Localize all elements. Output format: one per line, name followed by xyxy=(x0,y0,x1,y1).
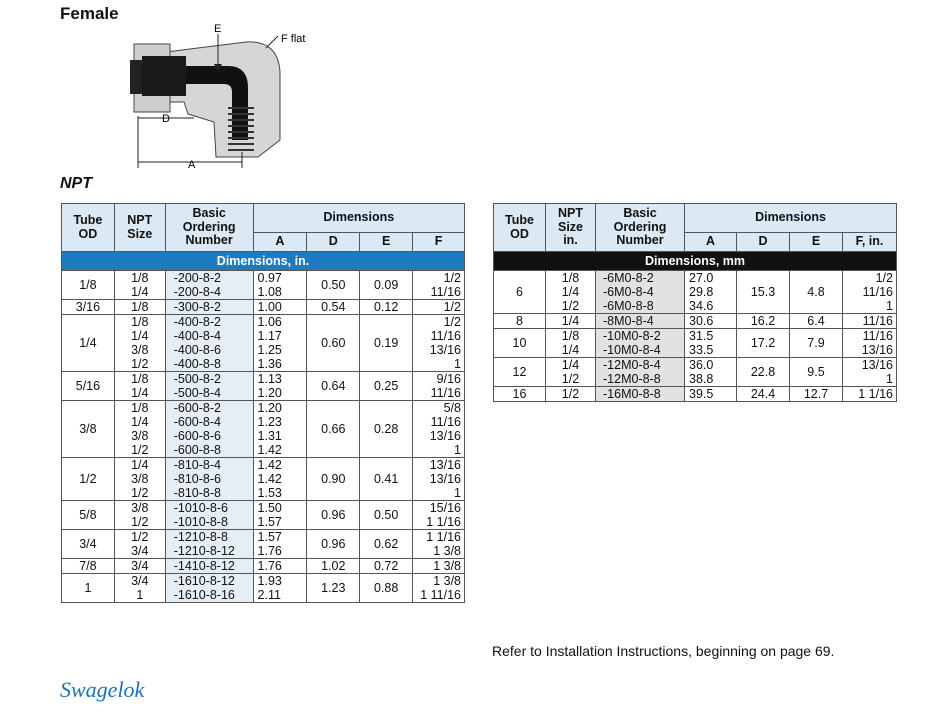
cell-f: 5/8 11/16 13/16 1 xyxy=(413,401,465,458)
table-row xyxy=(62,300,465,315)
table-row xyxy=(494,314,897,329)
cell-d: 0.64 xyxy=(307,372,360,401)
mm-dimensions-table xyxy=(493,203,897,402)
cell-a: 36.0 38.8 xyxy=(685,358,737,387)
cell-e: 0.72 xyxy=(360,559,413,574)
table-row xyxy=(62,501,465,530)
header-dimensions: Dimensions xyxy=(685,204,897,233)
table-row xyxy=(494,387,897,402)
cell-e: 0.62 xyxy=(360,530,413,559)
header-tube-od: Tube OD xyxy=(494,204,546,252)
cell-tube-od: 12 xyxy=(494,358,546,387)
diagram-label-a: A xyxy=(188,159,196,170)
cell-ordering-number: -1410-8-12 xyxy=(165,559,253,574)
cell-tube-od: 7/8 xyxy=(62,559,115,574)
cell-a: 1.57 1.76 xyxy=(253,530,307,559)
cell-a: 31.5 33.5 xyxy=(685,329,737,358)
cell-tube-od: 3/8 xyxy=(62,401,115,458)
cell-tube-od: 1 xyxy=(62,574,115,603)
cell-e: 12.7 xyxy=(790,387,843,402)
installation-note: Refer to Installation Instructions, beginning on page 69. xyxy=(492,643,835,659)
cell-a: 1.50 1.57 xyxy=(253,501,307,530)
header-d: D xyxy=(737,233,790,252)
cell-f: 13/16 13/16 1 xyxy=(413,458,465,501)
cell-f: 1 3/8 1 11/16 xyxy=(413,574,465,603)
diagram-label-e: E xyxy=(214,23,222,35)
cell-tube-od: 3/4 xyxy=(62,530,115,559)
cell-npt-size: 1/8 xyxy=(114,300,165,315)
cell-e: 9.5 xyxy=(790,358,843,387)
cell-f: 1 3/8 xyxy=(413,559,465,574)
header-dimensions: Dimensions xyxy=(253,204,464,233)
header-ordering-number: Basic Ordering Number xyxy=(165,204,253,252)
cell-tube-od: 16 xyxy=(494,387,546,402)
cell-d: 17.2 xyxy=(737,329,790,358)
cell-d: 0.96 xyxy=(307,530,360,559)
cell-a: 1.00 xyxy=(253,300,307,315)
cell-e: 0.12 xyxy=(360,300,413,315)
cell-a: 1.76 xyxy=(253,559,307,574)
cell-ordering-number: -300-8-2 xyxy=(165,300,253,315)
cell-npt-size: 1/2 xyxy=(546,387,596,402)
npt-subtitle: NPT xyxy=(60,175,92,192)
cell-ordering-number: -8M0-8-4 xyxy=(596,314,685,329)
cell-ordering-number: -400-8-2 -400-8-4 -400-8-6 -400-8-8 xyxy=(165,315,253,372)
cell-tube-od: 6 xyxy=(494,271,546,314)
cell-tube-od: 8 xyxy=(494,314,546,329)
header-a: A xyxy=(253,233,307,252)
cell-ordering-number: -600-8-2 -600-8-4 -600-8-6 -600-8-8 xyxy=(165,401,253,458)
cell-d: 1.23 xyxy=(307,574,360,603)
cell-e: 0.25 xyxy=(360,372,413,401)
table-row xyxy=(62,559,465,574)
cell-tube-od: 1/4 xyxy=(62,315,115,372)
fitting-diagram-icon xyxy=(128,22,308,170)
cell-npt-size: 3/4 xyxy=(114,559,165,574)
table-row xyxy=(62,315,465,372)
cell-ordering-number: -1610-8-12 -1610-8-16 xyxy=(165,574,253,603)
header-d: D xyxy=(307,233,360,252)
table-row xyxy=(62,574,465,603)
cell-ordering-number: -10M0-8-2 -10M0-8-4 xyxy=(596,329,685,358)
cell-tube-od: 1/8 xyxy=(62,271,115,300)
table-row xyxy=(62,401,465,458)
cell-f: 13/16 1 xyxy=(843,358,897,387)
cell-npt-size: 1/8 1/4 3/8 1/2 xyxy=(114,401,165,458)
cell-d: 24.4 xyxy=(737,387,790,402)
unit-label: Dimensions, mm xyxy=(494,252,897,271)
header-tube-od: Tube OD xyxy=(62,204,115,252)
cell-f: 1 1/16 xyxy=(843,387,897,402)
cell-d: 22.8 xyxy=(737,358,790,387)
inch-dimensions-table xyxy=(61,203,465,603)
cell-d: 0.54 xyxy=(307,300,360,315)
cell-e: 0.19 xyxy=(360,315,413,372)
unit-label: Dimensions, in. xyxy=(62,252,465,271)
diagram-label-d: D xyxy=(162,113,170,125)
cell-ordering-number: -16M0-8-8 xyxy=(596,387,685,402)
table-row xyxy=(494,329,897,358)
cell-npt-size: 1/8 1/4 xyxy=(114,271,165,300)
cell-ordering-number: -200-8-2 -200-8-4 xyxy=(165,271,253,300)
header-ordering-number: Basic Ordering Number xyxy=(596,204,685,252)
cell-tube-od: 3/16 xyxy=(62,300,115,315)
cell-d: 16.2 xyxy=(737,314,790,329)
cell-f: 11/16 xyxy=(843,314,897,329)
cell-ordering-number: -810-8-4 -810-8-6 -810-8-8 xyxy=(165,458,253,501)
cell-f: 15/16 1 1/16 xyxy=(413,501,465,530)
cell-tube-od: 5/8 xyxy=(62,501,115,530)
table-row xyxy=(62,372,465,401)
cell-d: 1.02 xyxy=(307,559,360,574)
cell-d: 0.60 xyxy=(307,315,360,372)
cell-npt-size: 1/8 1/4 1/2 xyxy=(546,271,596,314)
cell-tube-od: 10 xyxy=(494,329,546,358)
cell-d: 0.90 xyxy=(307,458,360,501)
cell-a: 30.6 xyxy=(685,314,737,329)
header-e: E xyxy=(360,233,413,252)
cell-npt-size: 1/8 1/4 xyxy=(546,329,596,358)
cell-npt-size: 3/4 1 xyxy=(114,574,165,603)
cell-ordering-number: -12M0-8-4 -12M0-8-8 xyxy=(596,358,685,387)
cell-a: 1.20 1.23 1.31 1.42 xyxy=(253,401,307,458)
cell-ordering-number: -500-8-2 -500-8-4 xyxy=(165,372,253,401)
table-row xyxy=(62,458,465,501)
cell-e: 0.09 xyxy=(360,271,413,300)
cell-a: 0.97 1.08 xyxy=(253,271,307,300)
header-e: E xyxy=(790,233,843,252)
cell-a: 1.42 1.42 1.53 xyxy=(253,458,307,501)
cell-e: 0.28 xyxy=(360,401,413,458)
cell-e: 0.41 xyxy=(360,458,413,501)
cell-d: 0.66 xyxy=(307,401,360,458)
cell-npt-size: 1/8 1/4 xyxy=(114,372,165,401)
swagelok-logo xyxy=(60,675,170,707)
cell-f: 1 1/16 1 3/8 xyxy=(413,530,465,559)
cell-npt-size: 1/2 3/4 xyxy=(114,530,165,559)
cell-d: 0.50 xyxy=(307,271,360,300)
cell-e: 7.9 xyxy=(790,329,843,358)
cell-f: 11/16 13/16 xyxy=(843,329,897,358)
cell-f: 1/2 11/16 1 xyxy=(843,271,897,314)
cell-ordering-number: -6M0-8-2 -6M0-8-4 -6M0-8-8 xyxy=(596,271,685,314)
cell-a: 1.93 2.11 xyxy=(253,574,307,603)
cell-e: 0.88 xyxy=(360,574,413,603)
header-npt-size: NPT Size in. xyxy=(546,204,596,252)
header-npt-size: NPT Size xyxy=(114,204,165,252)
cell-e: 6.4 xyxy=(790,314,843,329)
table-row xyxy=(62,271,465,300)
cell-npt-size: 1/4 1/2 xyxy=(546,358,596,387)
cell-f: 9/16 11/16 xyxy=(413,372,465,401)
cell-tube-od: 5/16 xyxy=(62,372,115,401)
cell-tube-od: 1/2 xyxy=(62,458,115,501)
cell-npt-size: 1/8 1/4 3/8 1/2 xyxy=(114,315,165,372)
cell-npt-size: 3/8 1/2 xyxy=(114,501,165,530)
cell-a: 27.0 29.8 34.6 xyxy=(685,271,737,314)
cell-npt-size: 1/4 3/8 1/2 xyxy=(114,458,165,501)
table-row xyxy=(494,358,897,387)
section-title: Female xyxy=(60,4,119,23)
cell-ordering-number: -1210-8-8 -1210-8-12 xyxy=(165,530,253,559)
cell-a: 1.13 1.20 xyxy=(253,372,307,401)
cell-d: 0.96 xyxy=(307,501,360,530)
cell-npt-size: 1/4 xyxy=(546,314,596,329)
header-a: A xyxy=(685,233,737,252)
header-f: F xyxy=(413,233,465,252)
cell-e: 4.8 xyxy=(790,271,843,314)
logo-text: Swagelok xyxy=(60,677,145,702)
cell-f: 1/2 xyxy=(413,300,465,315)
mm-table-body xyxy=(494,271,897,402)
diagram-label-f: F flat xyxy=(281,33,306,45)
cell-d: 15.3 xyxy=(737,271,790,314)
inch-table-body xyxy=(62,271,465,603)
cell-f: 1/2 11/16 xyxy=(413,271,465,300)
cell-a: 1.06 1.17 1.25 1.36 xyxy=(253,315,307,372)
header-f: F, in. xyxy=(843,233,897,252)
table-row xyxy=(62,530,465,559)
table-row xyxy=(494,271,897,314)
cell-a: 39.5 xyxy=(685,387,737,402)
cell-f: 1/2 11/16 13/16 1 xyxy=(413,315,465,372)
cell-ordering-number: -1010-8-6 -1010-8-8 xyxy=(165,501,253,530)
cell-e: 0.50 xyxy=(360,501,413,530)
